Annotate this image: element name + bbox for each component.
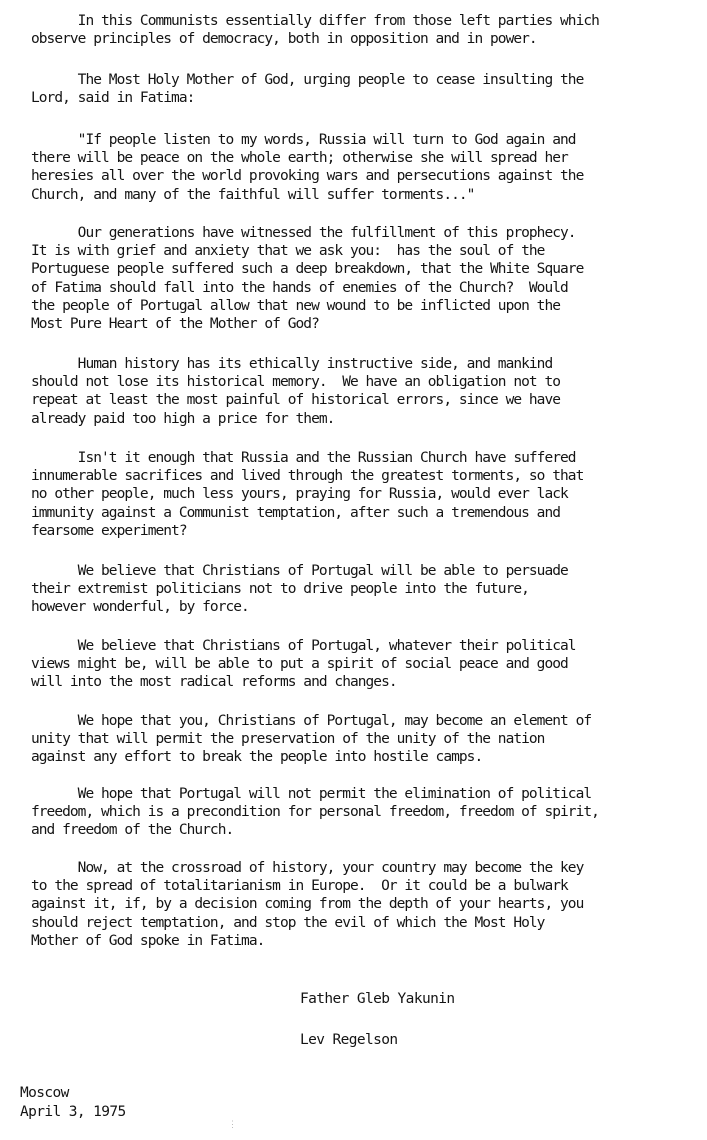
- text-line: The Most Holy Mother of God, urging people to cease insulting the: [31, 72, 584, 88]
- text-line: Most Pure Heart of the Mother of God?: [31, 316, 319, 333]
- text-line: Our generations have witnessed the fulfillment of this prophecy.: [31, 225, 576, 241]
- paragraph-5: [31, 355, 706, 428]
- text-line: against it, if, by a decision coming from the depth of your hearts, you: [31, 896, 584, 913]
- text-line: Mother of God spoke in Fatima.: [31, 932, 265, 949]
- text-line: to the spread of totalitarianism in Europe. Or it could be a bulwark: [31, 878, 568, 895]
- text-line: unity that will permit the preservation of the unity of the nation: [31, 731, 545, 748]
- text-line: fearsome experiment?: [31, 522, 187, 539]
- text-line: We believe that Christians of Portugal, whatever their political: [31, 638, 576, 654]
- text-line: observe principles of democracy, both in opposition and in power.: [31, 31, 537, 48]
- paragraph-8: [31, 637, 706, 692]
- signature-regelson: Lev Regelson: [300, 1032, 398, 1048]
- paragraph-3-quotation: [31, 131, 706, 204]
- text-line: Portuguese people suffered such a deep breakdown, that the White Square: [31, 261, 584, 278]
- paragraph-4: [31, 224, 706, 333]
- text-line: It is with grief and anxiety that we ask you: has the soul of the: [31, 243, 545, 260]
- text-line: freedom, which is a precondition for personal freedom, freedom of spirit,: [31, 804, 599, 821]
- text-line: no other people, much less yours, praying for Russia, would ever lack: [31, 486, 568, 503]
- text-line: against any effort to break the people into hostile camps.: [31, 749, 483, 766]
- text-line: should not lose its historical memory. We have an obligation not to: [31, 374, 561, 391]
- paragraph-11: [31, 859, 706, 950]
- text-line: there will be peace on the whole earth; otherwise she will spread her: [31, 150, 568, 167]
- text-line: Human history has its ethically instructive side, and mankind: [31, 356, 553, 372]
- text-line: Lord, said in Fatima:: [31, 90, 195, 107]
- text-line: however wonderful, by force.: [31, 599, 249, 616]
- text-line: and freedom of the Church.: [31, 822, 234, 839]
- text-line: We believe that Christians of Portugal will be able to persuade: [31, 563, 568, 579]
- text-line: In this Communists essentially differ from those left parties which: [31, 13, 599, 29]
- text-line: Now, at the crossroad of history, your country may become the key: [31, 860, 584, 876]
- text-line: innumerable sacrifices and lived through the greatest torments, so that: [31, 468, 584, 485]
- text-line: views might be, will be able to put a spirit of social peace and good: [31, 656, 568, 673]
- text-line: already paid too high a price for them.: [31, 410, 335, 427]
- scan-speck: ⋮: [228, 1120, 237, 1130]
- text-line: We hope that you, Christians of Portugal, may become an element of: [31, 713, 592, 729]
- text-line: repeat at least the most painful of historical errors, since we have: [31, 392, 561, 409]
- place-line: Moscow: [20, 1085, 69, 1101]
- text-line: immunity against a Communist temptation, after such a tremendous and: [31, 504, 561, 521]
- signature-yakunin: Father Gleb Yakunin: [300, 991, 455, 1007]
- text-line: Isn't it enough that Russia and the Russian Church have suffered: [31, 450, 576, 466]
- text-line: heresies all over the world provoking wars and persecutions against the: [31, 168, 584, 185]
- date-line: April 3, 1975: [20, 1104, 126, 1120]
- text-line: Church, and many of the faithful will suffer torments...": [31, 186, 475, 203]
- text-line: of Fatima should fall into the hands of enemies of the Church? Would: [31, 279, 568, 296]
- paragraph-1: [31, 12, 706, 48]
- paragraph-9: [31, 712, 706, 767]
- paragraph-2: [31, 71, 706, 107]
- paragraph-10: [31, 785, 706, 840]
- text-line: the people of Portugal allow that new wound to be inflicted upon the: [31, 297, 561, 314]
- text-line: will into the most radical reforms and changes.: [31, 674, 397, 691]
- text-line: should reject temptation, and stop the evil of which the Most Holy: [31, 914, 545, 931]
- text-line: "If people listen to my words, Russia will turn to God again and: [31, 132, 576, 148]
- text-line: their extremist politicians not to drive people into the future,: [31, 581, 529, 598]
- paragraph-7: [31, 562, 706, 617]
- text-line: We hope that Portugal will not permit the elimination of political: [31, 786, 592, 802]
- paragraph-6: [31, 449, 706, 540]
